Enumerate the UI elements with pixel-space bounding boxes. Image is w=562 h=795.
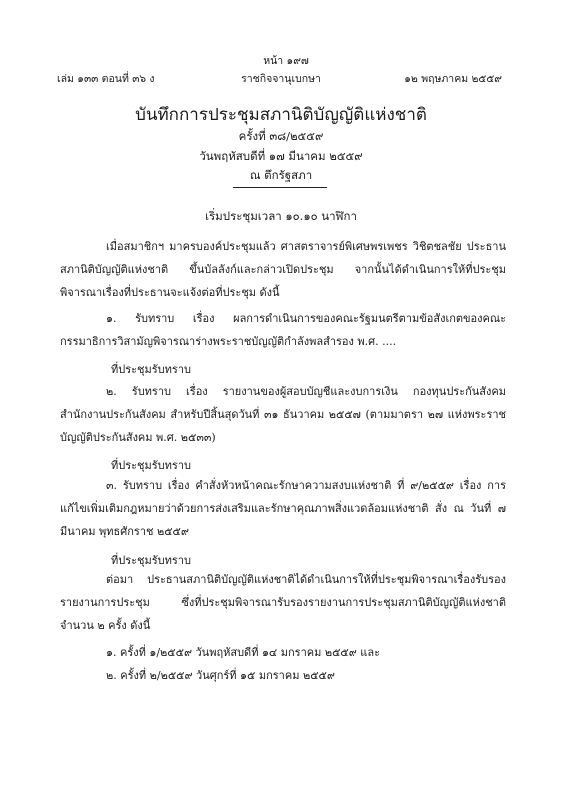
meeting-date: วันพฤหัสบดีที่ ๑๗ มีนาคม ๒๕๕๙ xyxy=(199,149,363,163)
agenda-item-3: ๓. รับทราบ เรื่อง คำสั่งหัวหน้าคณะรักษาความสงบแห่งชาติ ที่ ๙/๒๕๕๙ เรื่อง การแก้ไขเพิ่มเติมกฎหมายว่าด้วยการส่งเสริมและรักษาคุณภาพสิ่งแวดล้อมแห่งชาติ สั่ง ณ วันที่ ๗ มีนาคม พุทธศักราช ๒๕๕๙ xyxy=(60,479,506,538)
title-divider xyxy=(233,187,327,188)
agenda-item-2-ack: ที่ประชุมรับทราบ xyxy=(111,459,191,472)
page-number: หน้า ๑๙๗ xyxy=(263,55,309,67)
agenda-item-2: ๒. รับทราบ เรื่อง รายงานของผู้สอบบัญชีและงบการเงิน กองทุนประกันสังคม สำนักงานประกันสังคม สำหรับปีสิ้นสุดวันที่ ๓๑ ธันวาคม ๒๕๕๗ (ตามมาตรา ๒๗ แห่งพระราชบัญญัติประกันสังคม พ.ศ. ๒๕๓๓) xyxy=(60,385,506,444)
agenda-item-1: ๑. รับทราบ เรื่อง ผลการดำเนินการของคณะรัฐมนตรีตามข้อสังเกตของคณะกรรมาธิการวิสามัญพิจารณาร่างพระราชบัญญัติกำลังพลสำรอง พ.ศ. .... xyxy=(60,312,506,348)
intro-paragraph: เมื่อสมาชิกฯ มาครบองค์ประชุมแล้ว ศาสตราจารย์พิเศษพรเพชร วิชิตชลชัย ประธานสภานิติบัญญัติแห่งชาติ ขึ้นบัลลังก์และกล่าวเปิดประชุม จากนั้นได้ดำเนินการให้ที่ประชุมพิจารณาเรื่องที่ประธานจะแจ้งต่อที่ประชุม ดังนี้ xyxy=(60,240,506,299)
start-time: เริ่มประชุมเวลา ๑๐.๑๐ นาฬิกา xyxy=(205,209,357,223)
gazette-name: ราชกิจจานุเบกษา xyxy=(241,73,321,85)
document-title: บันทึกการประชุมสภานิติบัญญัติแห่งชาติ xyxy=(135,105,427,125)
agenda-item-3-ack: ที่ประชุมรับทราบ xyxy=(111,554,191,567)
agenda-item-1-ack: ที่ประชุมรับทราบ xyxy=(111,363,191,376)
volume-issue: เล่ม ๑๓๓ ตอนที่ ๓๖ ง xyxy=(57,73,155,85)
minutes-item-2: ๒. ครั้งที่ ๒/๒๕๕๙ วันศุกร์ที่ ๑๕ มกราคม ๒๕๕๙ xyxy=(106,669,335,682)
minutes-paragraph: ต่อมา ประธานสภานิติบัญญัติแห่งชาติได้ดำเนินการให้ที่ประชุมพิจารณาเรื่องรับรองรายงานการประชุม ซึ่งที่ประชุมพิจารณารับรองรายงานการประชุมสภานิติบัญญัติแห่งชาติ จำนวน ๒ ครั้ง ดังนี้ xyxy=(60,573,506,632)
publication-date: ๑๒ พฤษภาคม ๒๕๕๙ xyxy=(404,73,502,85)
minutes-item-1: ๑. ครั้งที่ ๑/๒๕๕๙ วันพฤหัสบดีที่ ๑๔ มกราคม ๒๕๕๙ และ xyxy=(106,646,381,659)
meeting-place: ณ ตึกรัฐสภา xyxy=(249,168,313,182)
meeting-number: ครั้งที่ ๓๘/๒๕๕๙ xyxy=(238,129,324,143)
